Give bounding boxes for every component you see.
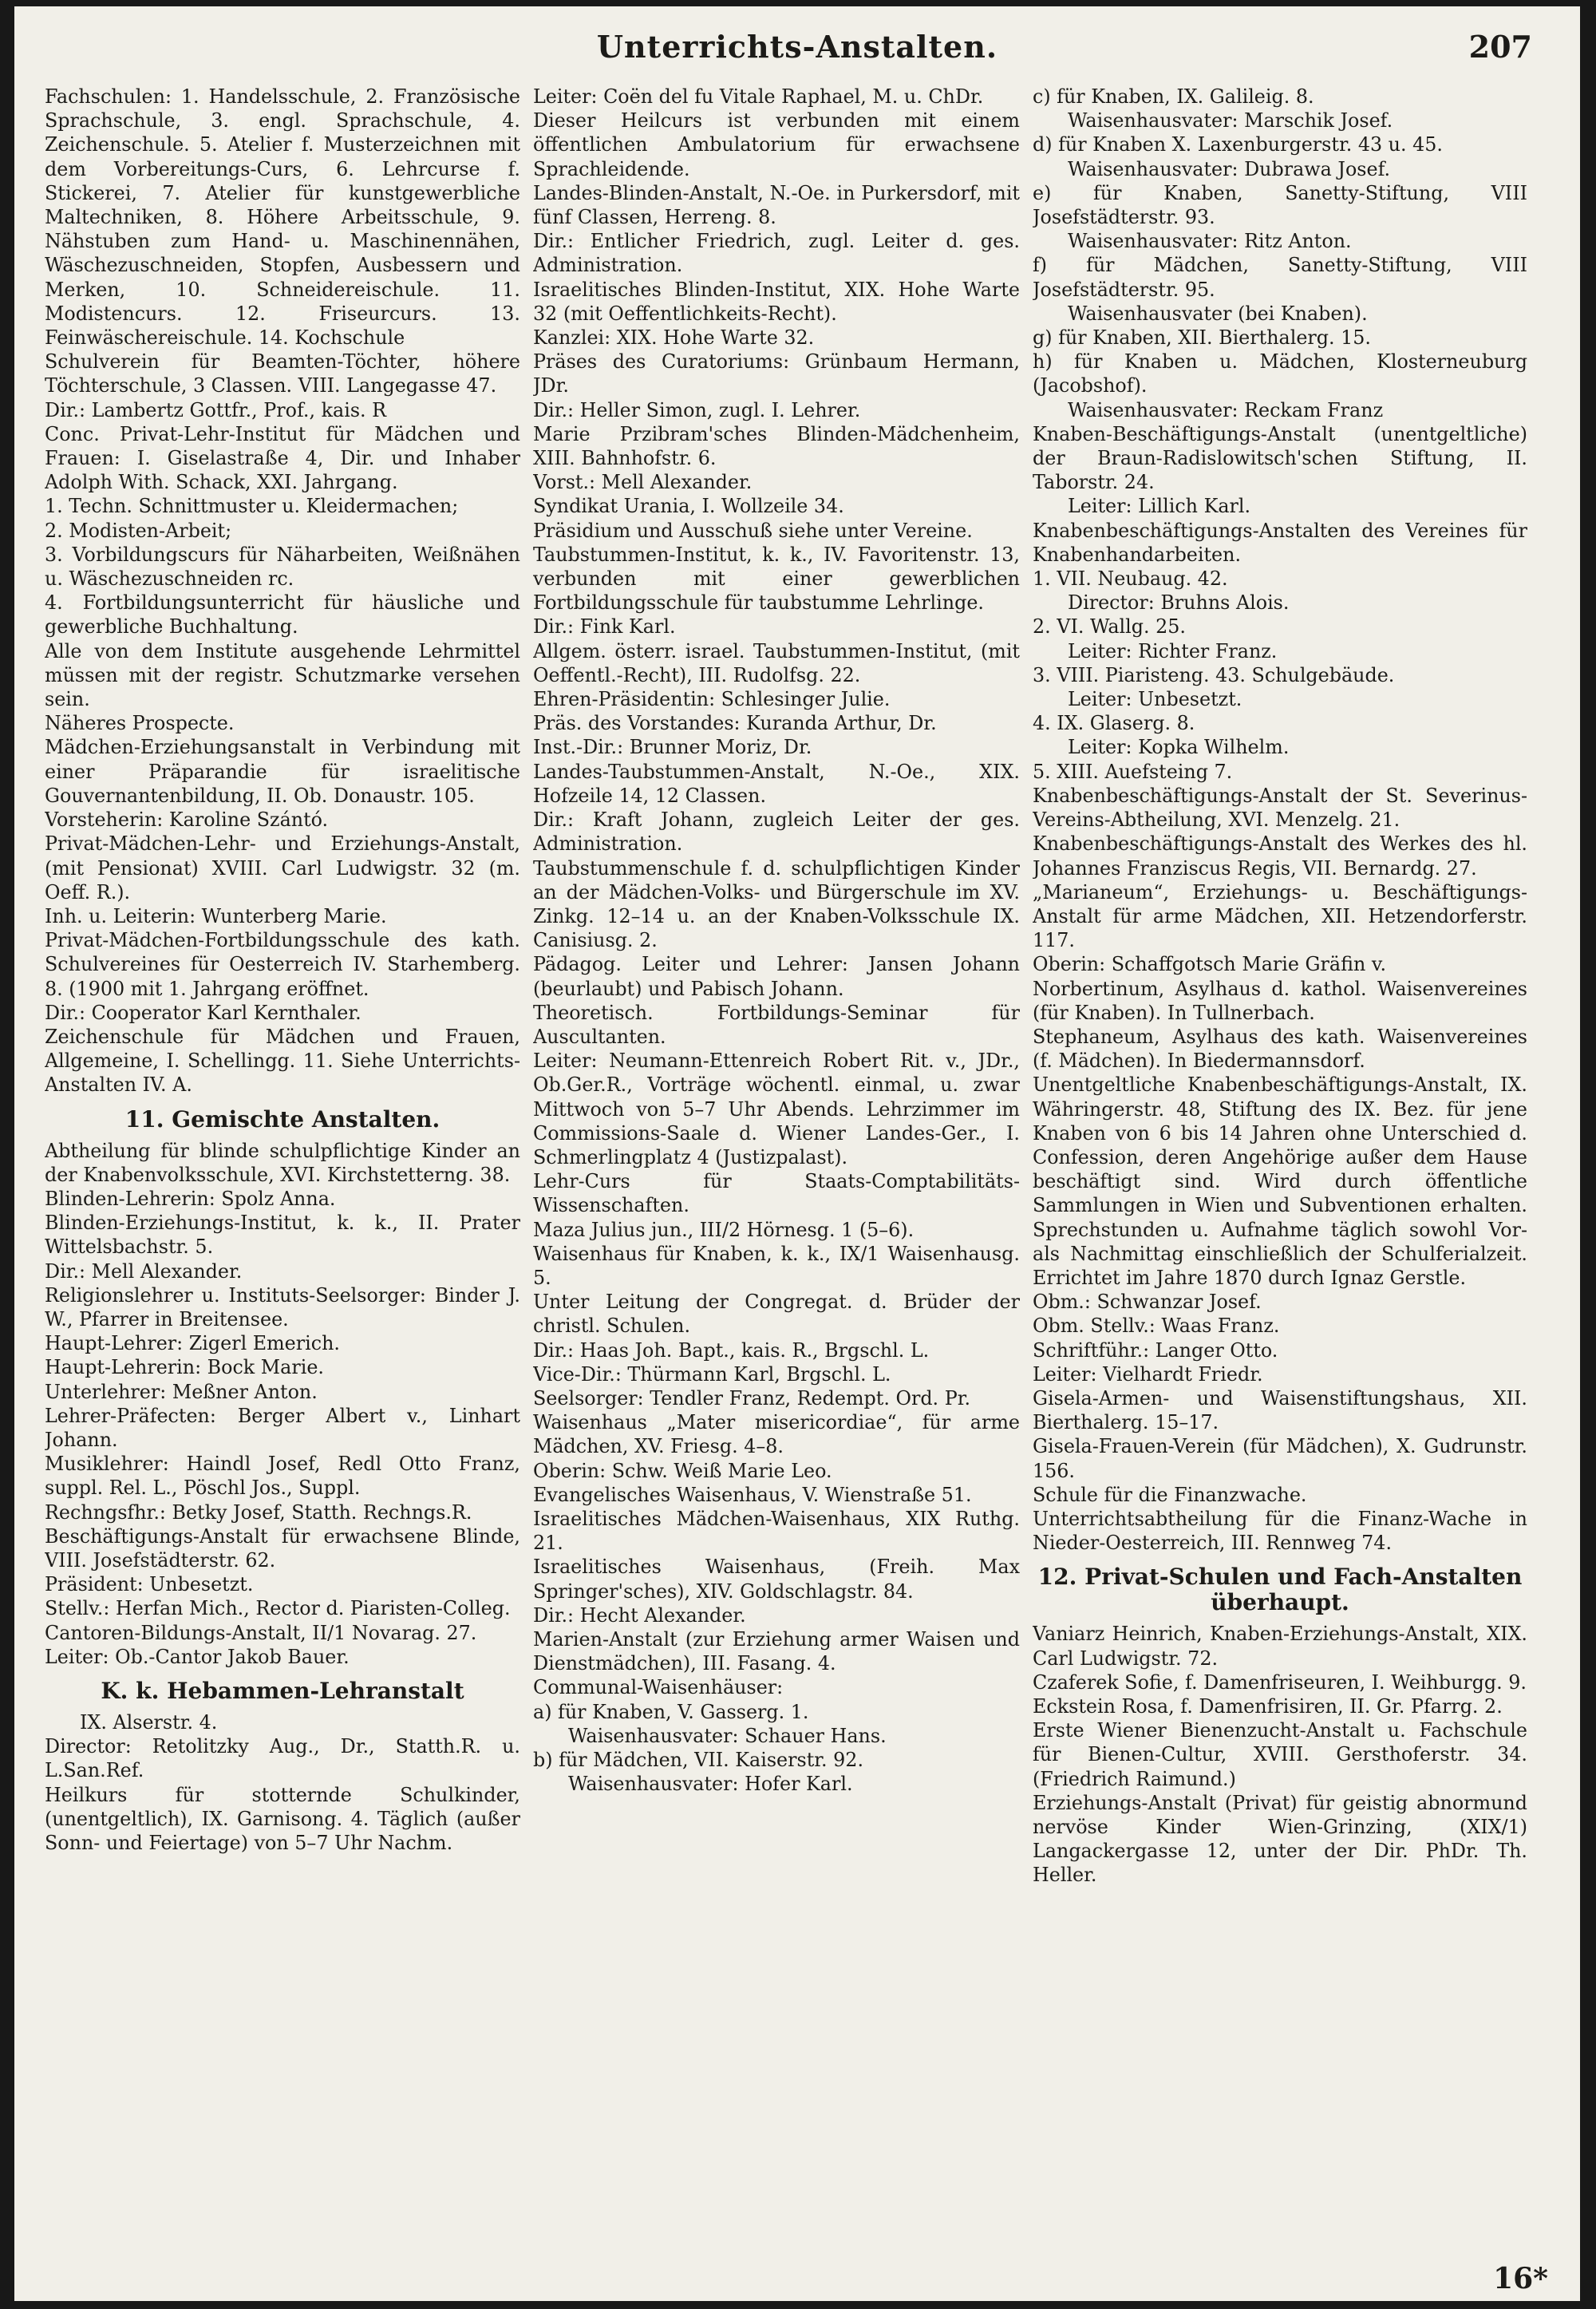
directory-entry: Waisenhausvater: Reckam Franz (1068, 398, 1384, 421)
directory-entry: 1. Techn. Schnittmuster u. Kleidermachen; (45, 495, 459, 518)
document-page (14, 6, 1580, 2301)
directory-entry: Vorst.: Mell Alexander. (533, 471, 753, 494)
directory-entry: d) für Knaben X. Laxenburgerstr. 43 u. 45. (1033, 133, 1443, 156)
directory-entry: Knabenbeschäftigungs-Anstalten des Vereines für Knabenhandarbeiten. (1033, 519, 1527, 566)
directory-entry: b) für Mädchen, VII. Kaiserstr. 92. (533, 1749, 864, 1772)
directory-entry: Waisenhausvater: Hofer Karl. (568, 1773, 853, 1796)
directory-entry: Schule für die Finanzwache. (1033, 1483, 1307, 1506)
printer-signature: 16* (1493, 2262, 1548, 2295)
directory-entry: 2. VI. Wallg. 25. (1033, 615, 1186, 639)
directory-entry: Waisenhausvater: Ritz Anton. (1068, 230, 1352, 253)
directory-entry: Obm.: Schwanzar Josef. (1033, 1291, 1262, 1314)
directory-entry: Czaferek Sofie, f. Damenfriseuren, I. Weihburgg. 9. (1033, 1670, 1527, 1694)
directory-entry: Blinden-Erziehungs-Institut, k. k., II. Prater Wittelsbachstr. 5. (45, 1212, 520, 1259)
directory-entry: Zeichenschule für Mädchen und Frauen, Allgemeine, I. Schellingg. 11. Siehe Unterrichts-Anstalten IV. A. (45, 1025, 520, 1097)
directory-entry: c) für Knaben, IX. Galileig. 8. (1033, 85, 1314, 108)
directory-entry: Fachschulen: 1. Handelsschule, 2. Französische Sprachschule, 3. engl. Sprachschule, 4. Zeichenschule. 5. Atelier f. Musterzeichnen mit dem Vorbereitungs-Curs, 6. Lehrcurse f. Stickerei, 7. Atelier für kunstgewerbliche Maltechniken, 8. Höhere Arbeitsschule, 9. Nähstuben zum Hand- u. Maschinennähen, Wäschezuschneiden, Stopfen, Ausbessern und Merken, 10. Schneidereischule. 11. Modistencurs. 12. Friseurcurs. 13. Feinwäschereischule. 14. Kochschule (45, 85, 520, 350)
directory-entry: Dir.: Kraft Johann, zugleich Leiter der ges. Administration. (533, 809, 1020, 856)
directory-entry: Leiter: Kopka Wilhelm. (1068, 736, 1290, 759)
directory-entry: Oberin: Schaffgotsch Marie Gräfin v. (1033, 953, 1387, 976)
directory-entry: Landes-Blinden-Anstalt, N.-Oe. in Purkersdorf, mit fünf Classen, Herreng. 8. (533, 181, 1020, 229)
directory-entry: 3. Vorbildungscurs für Näharbeiten, Weißnähen u. Wäschezuschneiden rc. (45, 543, 520, 591)
directory-entry: Gisela-Armen- und Waisenstiftungshaus, XII. Bierthalerg. 15–17. (1033, 1386, 1527, 1434)
directory-entry: Präses des Curatoriums: Grünbaum Hermann, JDr. (533, 350, 1020, 397)
directory-entry: Blinden-Lehrerin: Spolz Anna. (45, 1187, 336, 1210)
directory-entry: Lehrer-Präfecten: Berger Albert v., Linhart Johann. (45, 1404, 520, 1451)
directory-entry: Leiter: Coën del fu Vitale Raphael, M. u. ChDr. (533, 85, 984, 108)
directory-entry: Knabenbeschäftigungs-Anstalt des Werkes des hl. Johannes Franziscus Regis, VII. Bernardg. 27. (1033, 832, 1527, 880)
directory-entry: Waisenhausvater: Marschik Josef. (1068, 109, 1393, 132)
page-header (14, 29, 1580, 77)
directory-entry: Norbertinum, Asylhaus d. kathol. Waisenvereines (für Knaben). In Tullnerbach. (1033, 977, 1527, 1024)
directory-entry: Inst.-Dir.: Brunner Moriz, Dr. (533, 736, 812, 759)
directory-entry: a) für Knaben, V. Gasserg. 1. (533, 1700, 809, 1723)
directory-entry: Waisenhaus „Mater misericordiae“, für arme Mädchen, XV. Friesg. 4–8. (533, 1411, 1020, 1458)
directory-entry: Privat-Mädchen-Lehr- und Erziehungs-Anstalt, (mit Pensionat) XVIII. Carl Ludwigstr. 32 (m. Oeff. R.). (45, 832, 520, 903)
directory-entry: Erste Wiener Bienenzucht-Anstalt u. Fachschule für Bienen-Cultur, XVIII. Gersthoferstr. 34. (Friedrich Raimund.) (1033, 1719, 1527, 1790)
directory-entry: Haupt-Lehrer: Zigerl Emerich. (45, 1332, 340, 1355)
directory-entry: Präs. des Vorstandes: Kuranda Arthur, Dr. (533, 712, 937, 735)
directory-entry: Cantoren-Bildungs-Anstalt, II/1 Novarag. 27. (45, 1621, 477, 1644)
page-number: 207 (1468, 29, 1532, 65)
text-column-left (45, 85, 520, 2224)
directory-entry: Schriftführ.: Langer Otto. (1033, 1338, 1278, 1362)
directory-entry: Waisenhausvater (bei Knaben). (1068, 302, 1368, 325)
directory-entry: Rechngsfhr.: Betky Josef, Statth. Rechngs.R. (45, 1500, 472, 1524)
directory-entry: Kanzlei: XIX. Hohe Warte 32. (533, 326, 815, 350)
running-title: Unterrichts-Anstalten. (596, 29, 998, 65)
directory-entry: Näheres Prospecte. (45, 712, 235, 735)
section-heading: K. k. Hebammen-Lehranstalt (101, 1678, 464, 1704)
directory-entry: Dir.: Mell Alexander. (45, 1259, 243, 1283)
directory-entry: Alle von dem Institute ausgehende Lehrmittel müssen mit der registr. Schutzmarke versehen sein. (45, 639, 520, 711)
directory-entry: Waisenhausvater: Dubrawa Josef. (1068, 157, 1391, 180)
directory-entry: Unterrichtsabtheilung für die Finanz-Wache in Nieder-Oesterreich, III. Rennweg 74. (1033, 1507, 1527, 1555)
directory-entry: Theoretisch. Fortbildungs-Seminar für Auscultanten. (533, 1001, 1020, 1048)
directory-entry: Obm. Stellv.: Waas Franz. (1033, 1315, 1280, 1338)
directory-entry: Knabenbeschäftigungs-Anstalt der St. Severinus-Vereins-Abtheilung, XVI. Menzelg. 21. (1033, 784, 1527, 832)
directory-entry: Inh. u. Leiterin: Wunterberg Marie. (45, 904, 387, 927)
directory-entry: Abtheilung für blinde schulpflichtige Kinder an der Knabenvolksschule, XVI. Kirchstetterng. 38. (45, 1139, 520, 1186)
section-heading: 12. Privat-Schulen und Fach-Anstalten überhaupt. (1037, 1564, 1523, 1616)
directory-entry: Leiter: Ob.-Cantor Jakob Bauer. (45, 1645, 350, 1668)
directory-entry: Maza Julius jun., III/2 Hörnesg. 1 (5–6). (533, 1218, 915, 1241)
directory-entry: IX. Alserstr. 4. (80, 1711, 218, 1734)
directory-entry: Director: Retolitzky Aug., Dr., Statth.R. u. L.San.Ref. (45, 1735, 520, 1782)
directory-entry: Waisenhaus für Knaben, k. k., IX/1 Waisenhausg. 5. (533, 1242, 1020, 1289)
directory-entry: Israelitisches Blinden-Institut, XIX. Hohe Warte 32 (mit Oeffentlichkeits-Recht). (533, 278, 1020, 325)
directory-entry: Leiter: Richter Franz. (1068, 639, 1278, 662)
directory-entry: Leiter: Lillich Karl. (1068, 495, 1251, 518)
text-column-right (1033, 85, 1527, 2224)
directory-entry: Marie Przibram'sches Blinden-Mädchenheim, XIII. Bahnhofstr. 6. (533, 422, 1020, 470)
directory-entry: Taubstummenschule f. d. schulpflichtigen Kinder an der Mädchen-Volks- und Bürgerschule im XV. Zinkg. 12–14 u. an der Knaben-Volksschule IX. Canisiusg. 2. (533, 856, 1020, 952)
directory-entry: Stellv.: Herfan Mich., Rector d. Piaristen-Colleg. (45, 1597, 511, 1620)
directory-entry: „Marianeum“, Erziehungs- u. Beschäftigungs-Anstalt für arme Mädchen, XII. Hetzendorferstr. 117. (1033, 880, 1527, 952)
directory-entry: 3. VIII. Piaristeng. 43. Schulgebäude. (1033, 663, 1395, 686)
directory-entry: 2. Modisten-Arbeit; (45, 519, 232, 542)
directory-entry: h) für Knaben u. Mädchen, Klosterneuburg (Jacobshof). (1033, 350, 1527, 397)
directory-entry: 1. VII. Neubaug. 42. (1033, 567, 1228, 591)
text-column-middle (533, 85, 1020, 2224)
directory-entry: Beschäftigungs-Anstalt für erwachsene Blinde, VIII. Josefstädterstr. 62. (45, 1524, 520, 1572)
directory-entry: Allgem. österr. israel. Taubstummen-Institut, (mit Oeffentl.-Recht), III. Rudolfsg. 22. (533, 639, 1020, 686)
directory-entry: Gisela-Frauen-Verein (für Mädchen), X. Gudrunstr. 156. (1033, 1435, 1527, 1482)
directory-entry: Präsidium und Ausschuß siehe unter Vereine. (533, 519, 973, 542)
directory-entry: Unterlehrer: Meßner Anton. (45, 1380, 318, 1403)
directory-entry: Landes-Taubstummen-Anstalt, N.-Oe., XIX. Hofzeile 14, 12 Classen. (533, 760, 1020, 807)
directory-entry: Dir.: Cooperator Karl Kernthaler. (45, 1001, 361, 1024)
directory-entry: Taubstummen-Institut, k. k., IV. Favoritenstr. 13, verbunden mit einer gewerblichen Fortbildungsschule für taubstumme Lehrlinge. (533, 543, 1020, 615)
directory-entry: 5. XIII. Auefsteing 7. (1033, 760, 1233, 783)
directory-entry: Lehr-Curs für Staats-Comptabilitäts-Wissenschaften. (533, 1170, 1020, 1217)
directory-entry: Waisenhausvater: Schauer Hans. (568, 1724, 887, 1747)
directory-entry: Mädchen-Erziehungsanstalt in Verbindung mit einer Präparandie für israelitische Gouvernantenbildung, II. Ob. Donaustr. 105. (45, 736, 520, 807)
directory-entry: Dir.: Lambertz Gottfr., Prof., kais. R (45, 398, 387, 421)
directory-entry: Israelitisches Mädchen-Waisenhaus, XIX Ruthg. 21. (533, 1507, 1020, 1555)
directory-entry: Leiter: Vielhardt Friedr. (1033, 1362, 1263, 1386)
directory-entry: Israelitisches Waisenhaus, (Freih. Max Springer'sches), XIV. Goldschlagstr. 84. (533, 1556, 1020, 1603)
section-heading: 11. Gemischte Anstalten. (124, 1105, 440, 1133)
directory-entry: Heilkurs für stotternde Schulkinder, (unentgeltlich), IX. Garnisong. 4. Täglich (außer Sonn- und Feiertage) von 5–7 Uhr Nachm. (45, 1783, 520, 1855)
directory-entry: Evangelisches Waisenhaus, V. Wienstraße 51. (533, 1483, 972, 1506)
directory-entry: e) für Knaben, Sanetty-Stiftung, VIII Josefstädterstr. 93. (1033, 181, 1527, 229)
directory-entry: Director: Bruhns Alois. (1068, 591, 1290, 615)
directory-entry: Ehren-Präsidentin: Schlesinger Julie. (533, 688, 891, 711)
directory-entry: Musiklehrer: Haindl Josef, Redl Otto Franz, suppl. Rel. L., Pöschl Jos., Suppl. (45, 1453, 520, 1500)
directory-entry: Präsident: Unbesetzt. (45, 1573, 254, 1596)
directory-entry: Dieser Heilcurs ist verbunden mit einem öffentlichen Ambulatorium für erwachsene Sprachleidende. (533, 109, 1020, 180)
directory-entry: Dir.: Entlicher Friedrich, zugl. Leiter d. ges. Administration. (533, 230, 1020, 277)
directory-entry: Leiter: Neumann-Ettenreich Robert Rit. v., JDr., Ob.Ger.R., Vorträge wöchentl. einmal, u. zwar Mittwoch von 5–7 Uhr Abends. Lehrzimmer im Commissions-Saale d. Wiener Landes-Ger., I. Schmerlingplatz 4 (Justizpalast). (533, 1050, 1020, 1168)
directory-entry: g) für Knaben, XII. Bierthalerg. 15. (1033, 326, 1371, 350)
directory-entry: Unter Leitung der Congregat. d. Brüder der christl. Schulen. (533, 1291, 1020, 1338)
directory-entry: Syndikat Urania, I. Wollzeile 34. (533, 495, 844, 518)
directory-entry: Pädagog. Leiter und Lehrer: Jansen Johann (beurlaubt) und Pabisch Johann. (533, 953, 1020, 1000)
directory-entry: Religionslehrer u. Instituts-Seelsorger: Binder J. W., Pfarrer in Breitensee. (45, 1283, 520, 1330)
directory-entry: Vorsteherin: Karoline Szántó. (45, 809, 329, 832)
directory-entry: Marien-Anstalt (zur Erziehung armer Waisen und Dienstmädchen), III. Fasang. 4. (533, 1628, 1020, 1675)
directory-entry: Vice-Dir.: Thürmann Karl, Brgschl. L. (533, 1362, 891, 1386)
directory-entry: Communal-Waisenhäuser: (533, 1676, 784, 1699)
directory-entry: Privat-Mädchen-Fortbildungsschule des kath. Schulvereines für Oesterreich IV. Starhemberg. 8. (1900 mit 1. Jahrgang eröffnet. (45, 929, 520, 1000)
directory-entry: f) für Mädchen, Sanetty-Stiftung, VIII Josefstädterstr. 95. (1033, 254, 1527, 301)
directory-entry: Conc. Privat-Lehr-Institut für Mädchen und Frauen: I. Giselastraße 4, Dir. und Inhaber Adolph With. Schack, XXI. Jahrgang. (45, 422, 520, 494)
directory-entry: Dir.: Heller Simon, zugl. I. Lehrer. (533, 398, 861, 421)
directory-entry: Dir.: Hecht Alexander. (533, 1603, 746, 1627)
directory-entry: Schulverein für Beamten-Töchter, höhere Töchterschule, 3 Classen. VIII. Langegasse 47. (45, 350, 520, 397)
directory-entry: Eckstein Rosa, f. Damenfrisiren, II. Gr. Pfarrg. 2. (1033, 1695, 1503, 1718)
directory-entry: Erziehungs-Anstalt (Privat) für geistig abnormund nervöse Kinder Wien-Grinzing, (XIX/1) Langackergasse 12, unter der Dir. PhDr. Th. Heller. (1033, 1791, 1527, 1887)
directory-entry: Seelsorger: Tendler Franz, Redempt. Ord. Pr. (533, 1386, 971, 1410)
directory-entry: 4. IX. Glaserg. 8. (1033, 712, 1195, 735)
directory-entry: 4. Fortbildungsunterricht für häusliche und gewerbliche Buchhaltung. (45, 591, 520, 639)
directory-entry: Unentgeltliche Knabenbeschäftigungs-Anstalt, IX. Währingerstr. 48, Stiftung des IX. Bez. für jene Knaben von 6 bis 14 Jahren ohne Unterschied d. Confession, deren Angehörige außer dem Hause beschäftigt sind. Wird durch öffentliche Sammlungen in Wien und Subventionen erhalten. Sprechstunden u. Aufnahme täglich sowohl Vor- als Nachmittag einschließlich der Schulferialzeit. Errichtet im Jahre 1870 durch Ignaz Gerstle. (1033, 1073, 1527, 1289)
directory-entry: Oberin: Schw. Weiß Marie Leo. (533, 1459, 832, 1482)
directory-entry: Dir.: Haas Joh. Bapt., kais. R., Brgschl. L. (533, 1338, 930, 1362)
directory-entry: Stephaneum, Asylhaus des kath. Waisenvereines (f. Mädchen). In Biedermannsdorf. (1033, 1025, 1527, 1073)
directory-entry: Leiter: Unbesetzt. (1068, 688, 1242, 711)
directory-entry: Haupt-Lehrerin: Bock Marie. (45, 1356, 324, 1379)
directory-entry: Dir.: Fink Karl. (533, 615, 676, 639)
directory-entry: Knaben-Beschäftigungs-Anstalt (unentgeltliche) der Braun-Radislowitsch'schen Stiftung, II. Taborstr. 24. (1033, 422, 1527, 494)
directory-entry: Vaniarz Heinrich, Knaben-Erziehungs-Anstalt, XIX. Carl Ludwigstr. 72. (1033, 1623, 1527, 1670)
